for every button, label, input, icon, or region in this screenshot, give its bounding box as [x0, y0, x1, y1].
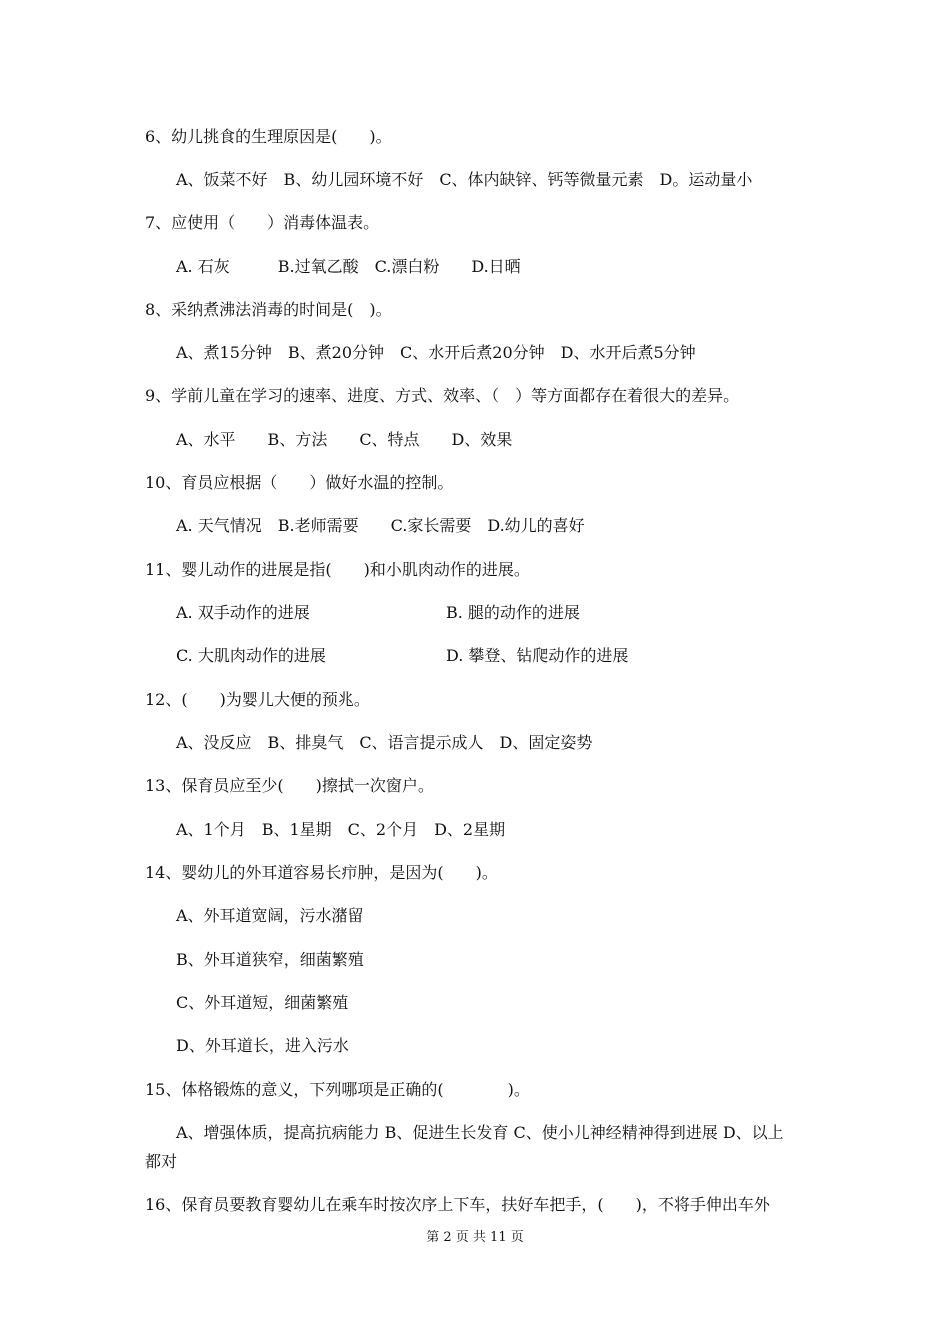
option-c: C. 大肌肉动作的进展 — [176, 646, 326, 665]
page-number-footer: 第 2 页 共 11 页 — [426, 1230, 524, 1245]
question-options: A、1个月 B、1星期 C、2个月 D、2星期 — [176, 820, 506, 839]
question-options: A. 石灰 B.过氧乙酸 C.漂白粉 D.日晒 — [176, 257, 521, 276]
question-stem: 13、保育员应至少( )擦拭一次窗户。 — [145, 776, 434, 795]
question-options-continued: 都对 — [145, 1152, 178, 1171]
question-stem: 12、( )为婴儿大便的预兆。 — [145, 690, 370, 709]
question-stem: 7、应使用（ ）消毒体温表。 — [145, 213, 380, 232]
question-stem: 10、育员应根据（ ）做好水温的控制。 — [145, 473, 454, 492]
option-a: A. 双手动作的进展 — [176, 603, 310, 622]
question-options: A、饭菜不好 B、幼儿园环境不好 C、体内缺锌、钙等微量元素 D。运动量小 — [176, 170, 753, 189]
question-stem: 6、幼儿挑食的生理原因是( )。 — [145, 127, 392, 146]
question-stem: 16、保育员要教育婴幼儿在乘车时按次序上下车，扶好车把手，( )，不将手伸出车外 — [145, 1195, 770, 1214]
option-b: B. 腿的动作的进展 — [446, 603, 580, 622]
option-b: B、外耳道狭窄，细菌繁殖 — [176, 950, 364, 969]
option-d: D. 攀登、钻爬动作的进展 — [446, 646, 629, 665]
question-options: A. 天气情况 B.老师需要 C.家长需要 D.幼儿的喜好 — [176, 516, 585, 535]
question-stem: 15、体格锻炼的意义，下列哪项是正确的( )。 — [145, 1080, 530, 1099]
question-stem: 9、学前儿童在学习的速率、进度、方式、效率、（ ）等方面都存在着很大的差异。 — [145, 386, 740, 405]
question-stem: 8、采纳煮沸法消毒的时间是( )。 — [145, 300, 392, 319]
question-stem: 11、婴儿动作的进展是指( )和小肌肉动作的进展。 — [145, 560, 530, 579]
question-options: A、增强体质，提高抗病能力 B、促进生长发育 C、使小儿神经精神得到进展 D、以上 — [176, 1123, 784, 1142]
question-options: A、没反应 B、排臭气 C、语言提示成人 D、固定姿势 — [176, 733, 593, 752]
question-stem: 14、婴幼儿的外耳道容易长疖肿，是因为( )。 — [145, 863, 498, 882]
option-a: A、外耳道宽阔，污水潴留 — [176, 906, 364, 925]
option-d: D、外耳道长，进入污水 — [176, 1036, 349, 1055]
question-options: A、水平 B、方法 C、特点 D、效果 — [176, 430, 513, 449]
question-options: A、煮15分钟 B、煮20分钟 C、水开后煮20分钟 D、水开后煮5分钟 — [176, 343, 696, 362]
option-c: C、外耳道短，细菌繁殖 — [176, 993, 349, 1012]
